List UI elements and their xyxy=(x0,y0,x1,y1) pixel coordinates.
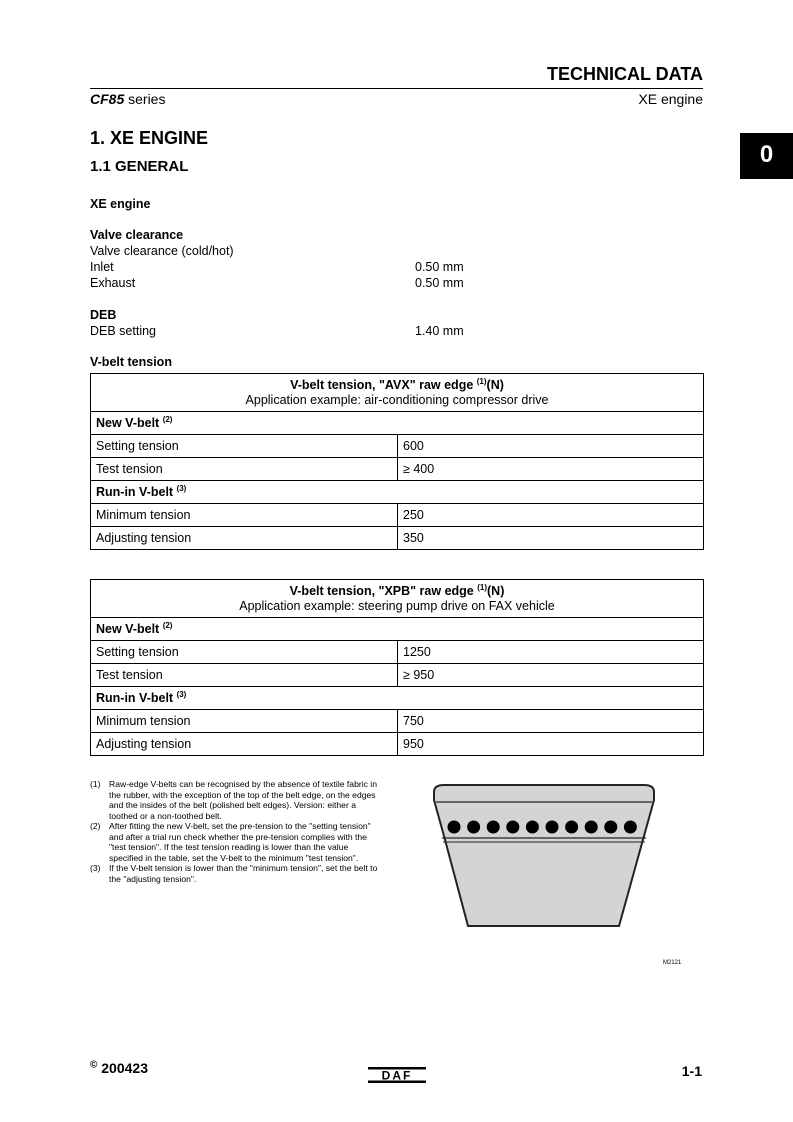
series-model: CF85 xyxy=(90,91,125,107)
table-row xyxy=(91,504,704,527)
vbelt-heading: V-belt tension xyxy=(90,355,172,369)
table-title: V-belt tension, "XPB" raw edge xyxy=(289,584,478,598)
table-title: V-belt tension, "AVX" raw edge xyxy=(290,378,477,392)
document-subtitle: XE engine xyxy=(638,91,703,107)
belt-cord-dot xyxy=(546,821,559,834)
footnote-text: Raw-edge V-belts can be recognised by the absence of textile fabric in the rubber, with the exception of the top of the belt edge, on the edges and the insides of the belt (polished belt edges). Version: either a toothed or a non-toothed belt. xyxy=(109,779,377,821)
section-new-vbelt xyxy=(91,412,704,435)
table-section-row xyxy=(91,687,704,710)
row-value: ≥ 950 xyxy=(398,664,704,687)
logo-text: DAF xyxy=(381,1068,413,1083)
footnote xyxy=(90,821,382,863)
engine-heading: XE engine xyxy=(90,197,151,211)
footnote-ref: (1) xyxy=(476,376,487,386)
footnote-ref: (3) xyxy=(176,689,187,699)
section-new-vbelt xyxy=(91,618,704,641)
valve-heading: Valve clearance xyxy=(90,228,184,242)
belt-cord-dot xyxy=(624,821,637,834)
belt-cord-dot xyxy=(487,821,500,834)
series-word: series xyxy=(128,91,166,107)
footnote xyxy=(90,779,382,821)
table-caption-row xyxy=(91,580,704,618)
row-value: 750 xyxy=(398,710,704,733)
belt-cord-dot xyxy=(565,821,578,834)
footnotes xyxy=(90,779,382,884)
footnote-ref: (1) xyxy=(477,582,487,592)
copyright xyxy=(90,1060,148,1076)
section-label: Run-in V-belt xyxy=(96,485,177,499)
deb-label: DEB setting xyxy=(90,324,157,338)
deb-heading: DEB xyxy=(90,308,117,322)
section-heading: 1.1 GENERAL xyxy=(90,158,189,175)
page-number: 1-1 xyxy=(681,1063,702,1079)
row-value: 600 xyxy=(398,435,704,458)
chapter-heading: 1. XE ENGINE xyxy=(90,128,209,148)
inlet-label: Inlet xyxy=(90,260,114,274)
section-label: Run-in V-belt xyxy=(96,691,177,705)
table-row xyxy=(91,435,704,458)
belt-cord-dot xyxy=(448,821,461,834)
row-value: 250 xyxy=(398,504,704,527)
row-label: Minimum tension xyxy=(91,710,398,733)
table-section-row xyxy=(91,412,704,435)
footnote-ref: (3) xyxy=(176,483,187,493)
table-caption-row xyxy=(91,374,704,412)
exhaust-value: 0.50 mm xyxy=(415,276,464,290)
table-section-row xyxy=(91,481,704,504)
row-label: Adjusting tension xyxy=(91,527,398,550)
table-row xyxy=(91,733,704,756)
table-row xyxy=(91,527,704,550)
table-row xyxy=(91,641,704,664)
row-label: Test tension xyxy=(91,664,398,687)
table-unit: (N) xyxy=(486,378,504,392)
figure-code: M2121 xyxy=(663,960,682,966)
footnote-ref: (2) xyxy=(162,620,173,630)
table-row xyxy=(91,458,704,481)
footnote-text: If the V-belt tension is lower than the "minimum tension", set the belt to the "adjusting tension". xyxy=(109,863,378,884)
section-label: New V-belt xyxy=(96,622,163,636)
row-label: Setting tension xyxy=(91,435,398,458)
table-caption xyxy=(91,580,704,618)
belt-cord-dot xyxy=(526,821,539,834)
vbelt-cross-section-figure xyxy=(430,780,658,932)
row-label: Test tension xyxy=(91,458,398,481)
belt-outline xyxy=(434,785,654,926)
footnote-ref: (2) xyxy=(162,414,173,424)
section-label: New V-belt xyxy=(96,416,163,430)
series-label xyxy=(90,91,165,107)
date-code: 200423 xyxy=(101,1060,148,1076)
row-label: Setting tension xyxy=(91,641,398,664)
header-rule xyxy=(90,88,703,89)
table-unit: (N) xyxy=(487,584,505,598)
belt-cord-dot xyxy=(467,821,480,834)
table-row xyxy=(91,710,704,733)
section-tab: 0 xyxy=(740,133,793,179)
footnote-number: (3) xyxy=(90,863,101,873)
row-value: 950 xyxy=(398,733,704,756)
valve-subheading: Valve clearance (cold/hot) xyxy=(90,244,234,258)
row-value: 1250 xyxy=(398,641,704,664)
section-runin-vbelt xyxy=(91,687,704,710)
document-title: TECHNICAL DATA xyxy=(547,64,703,84)
section-runin-vbelt xyxy=(91,481,704,504)
footnote xyxy=(90,863,382,884)
table-example: Application example: air-conditioning compressor drive xyxy=(245,393,549,407)
belt-cord-dot xyxy=(585,821,598,834)
footnote-number: (1) xyxy=(90,779,101,789)
belt-cord-dot xyxy=(604,821,617,834)
vbelt-table-avx xyxy=(90,373,704,550)
table-example: Application example: steering pump drive on FAX vehicle xyxy=(239,599,555,613)
footnote-number: (2) xyxy=(90,821,101,831)
row-label: Adjusting tension xyxy=(91,733,398,756)
row-value: ≥ 400 xyxy=(398,458,704,481)
table-caption xyxy=(91,374,704,412)
daf-logo xyxy=(368,1067,426,1083)
row-label: Minimum tension xyxy=(91,504,398,527)
copyright-symbol: © xyxy=(90,1059,98,1071)
table-row xyxy=(91,664,704,687)
footnote-text: After fitting the new V-belt, set the pre-tension to the "setting tension" and after a trial run check whether the pre-tension complies with the "test tension". If the test tension reading is lower than the value specified in the table, set the V-belt to the minimum "test tension". xyxy=(109,821,371,863)
exhaust-label: Exhaust xyxy=(90,276,136,290)
belt-cord-dot xyxy=(506,821,519,834)
vbelt-table-xpb xyxy=(90,579,704,756)
deb-value: 1.40 mm xyxy=(415,324,464,338)
table-section-row xyxy=(91,618,704,641)
inlet-value: 0.50 mm xyxy=(415,260,464,274)
row-value: 350 xyxy=(398,527,704,550)
